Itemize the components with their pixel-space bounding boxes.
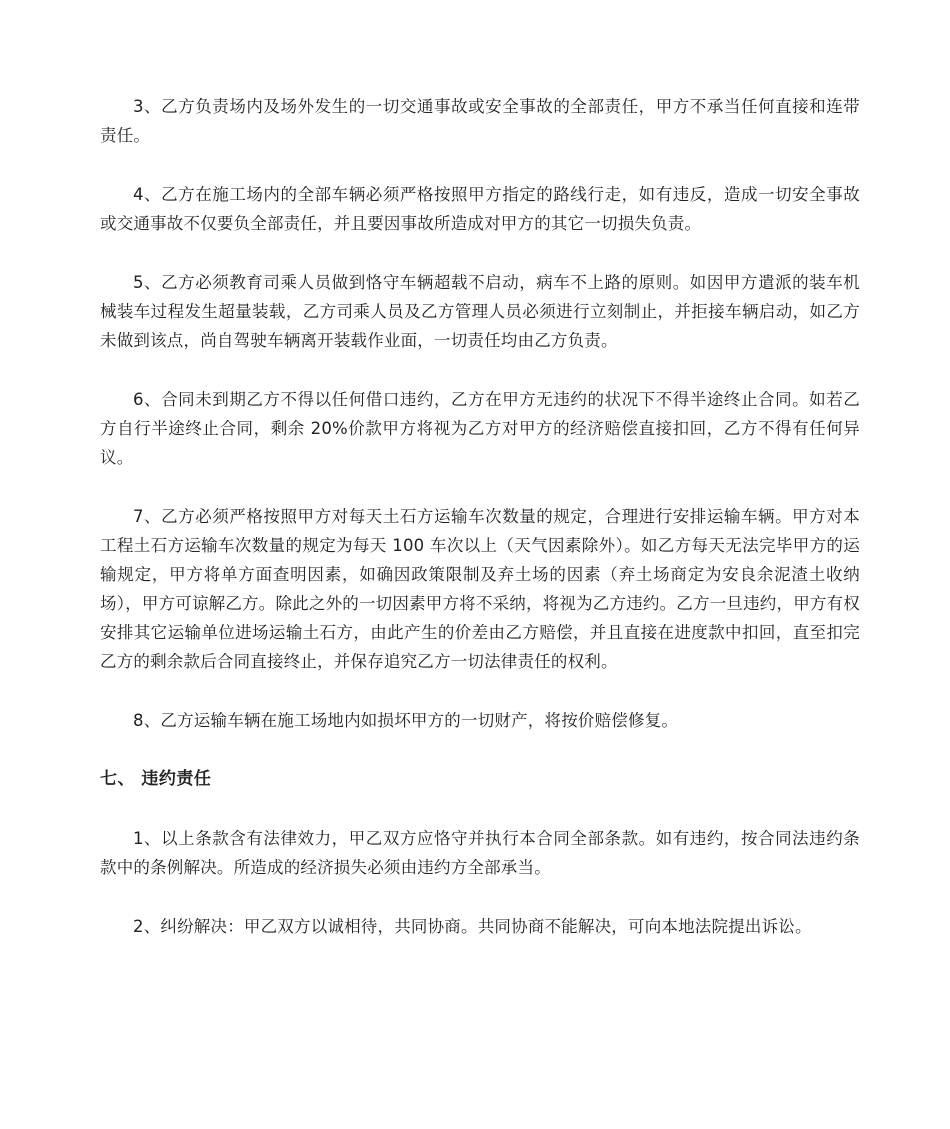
clause-3: 3、乙方负责场内及场外发生的一切交通事故或安全事故的全部责任，甲方不承当任何直接和连带责任。 xyxy=(100,97,860,145)
clause-7: 7、乙方必须严格按照甲方对每天土石方运输车次数量的规定，合理进行安排运输车辆。甲方对本工程土石方运输车次数量的规定为每天 100 车次以上（天气因素除外）。如乙方每天无法完毕甲方的运输规定，甲方将单方面查明因素，如确因政策限制及弃土场的因素（弃土场商定为安良余泥渣土收纳场），甲方可谅解乙方。除此之外的一切因素甲方将不采纳，将视为乙方违约。乙方一旦违约，甲方有权安排其它运输单位进场运输土石方，由此产生的价差由乙方赔偿，并且直接在进度款中扣回，直至扣完乙方的剩余款后合同直接终止，并保存追究乙方一切法律责任的权利。 xyxy=(100,507,860,671)
section-heading-breach-liability: 七、 违约责任 xyxy=(100,769,212,789)
breach-clause-2: 2、纠纷解决：甲乙双方以诚相待，共同协商。共同协商不能解决，可向本地法院提出诉讼。 xyxy=(133,917,812,936)
clause-4: 4、乙方在施工场内的全部车辆必须严格按照甲方指定的路线行走，如有违反，造成一切安全事故或交通事故不仅要负全部责任，并且要因事故所造成对甲方的其它一切损失负责。 xyxy=(100,185,860,233)
clause-5: 5、乙方必须教育司乘人员做到恪守车辆超载不启动，病车不上路的原则。如因甲方遣派的装车机械装车过程发生超量装载，乙方司乘人员及乙方管理人员必须进行立刻制止，并拒接车辆启动，如乙方未做到该点，尚自驾驶车辆离开装载作业面，一切责任均由乙方负责。 xyxy=(100,273,860,350)
breach-clause-1: 1、以上条款含有法律效力，甲乙双方应恪守并执行本合同全部条款。如有违约，按合同法违约条款中的条例解决。所造成的经济损失必须由违约方全部承当。 xyxy=(100,829,860,877)
clause-6: 6、合同未到期乙方不得以任何借口违约，乙方在甲方无违约的状况下不得半途终止合同。如若乙方自行半途终止合同，剩余 20%价款甲方将视为乙方对甲方的经济赔偿直接扣回，乙方不得有任何异议。 xyxy=(100,390,860,467)
document-body xyxy=(100,92,860,971)
clause-8: 8、乙方运输车辆在施工场地内如损坏甲方的一切财产，将按价赔偿修复。 xyxy=(133,711,679,730)
